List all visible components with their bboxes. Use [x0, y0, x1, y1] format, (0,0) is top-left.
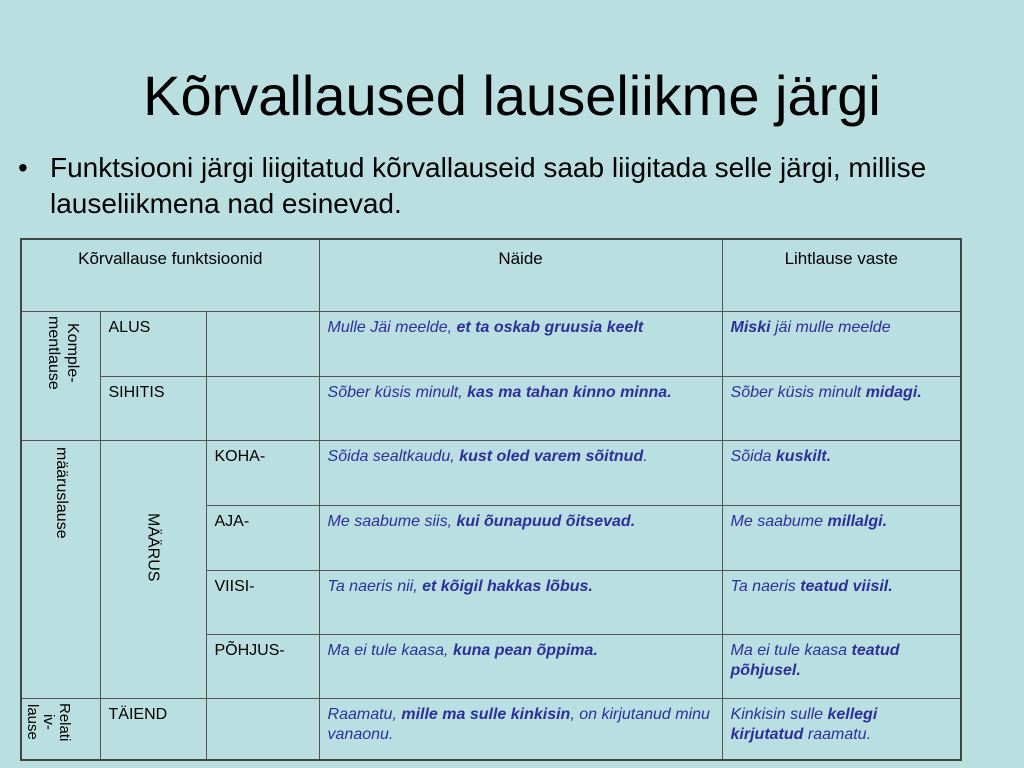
bullet-text: Funktsiooni järgi liigitatud kõrvallauseid saab liigitada selle järgi, millise lauseliikmena nad esinevad. [50, 152, 927, 219]
member-cell: SIHITIS [100, 376, 206, 440]
example-cell [319, 570, 722, 634]
member-cell: PÕHJUS- [206, 634, 319, 698]
bullet-point [18, 150, 978, 222]
member-cell: AJA- [206, 505, 319, 570]
table-row [21, 698, 961, 760]
highlighted-clause: kuskilt. [775, 447, 832, 465]
empty-cell [206, 311, 319, 376]
group-maaruslause [21, 440, 100, 698]
group-relatiivlause [21, 698, 100, 760]
member-cell: ALUS [100, 311, 206, 376]
equivalent-cell [722, 634, 961, 698]
sentence-text: jäi mulle meelde [770, 318, 891, 336]
highlighted-clause: kas ma tahan kinno minna. [467, 383, 672, 401]
group-relatiivlause-label: Relati iv- lause [24, 702, 73, 741]
sentence-text: Ma ei tule kaasa, [327, 641, 453, 659]
sentence-text: , on kirjutanud minu vanaonu. [327, 705, 710, 743]
table-row [21, 311, 961, 376]
example-cell [319, 440, 722, 505]
example-cell [319, 698, 722, 760]
example-cell [319, 634, 722, 698]
example-cell [319, 311, 722, 376]
group-maarus-label: MÄÄRUS [144, 512, 162, 581]
highlighted-clause: et kõigil hakkas lõbus. [422, 577, 593, 595]
highlighted-clause: et ta oskab gruusia keelt [456, 318, 644, 336]
sentence-text: Mulle Jäi meelde, [327, 318, 457, 336]
equivalent-cell [722, 440, 961, 505]
sentence-text: Sõber küsis minult, [327, 383, 468, 401]
sentence-text: Me saabume siis, [327, 512, 457, 530]
member-cell: KOHA- [206, 440, 319, 505]
empty-cell [206, 376, 319, 440]
group-komplementlause-label: Komple- mentlause [45, 315, 81, 390]
sentence-text: raamatu. [803, 725, 872, 743]
equivalent-cell [722, 698, 961, 760]
highlighted-clause: teatud põhjusel. [730, 641, 900, 679]
highlighted-clause: midagi. [865, 383, 922, 401]
sentence-text: Sõida sealtkaudu, [327, 447, 460, 465]
highlighted-clause: Miski [730, 318, 771, 336]
equivalent-cell [722, 376, 961, 440]
highlighted-clause: kust oled varem sõitnud [459, 447, 644, 465]
sentence-text: Raamatu, [327, 705, 402, 723]
sentence-text: Ta naeris [730, 577, 801, 595]
header-equivalent: Lihtlause vaste [722, 239, 961, 311]
example-cell [319, 505, 722, 570]
clause-table [20, 238, 962, 761]
highlighted-clause: kuna pean õppima. [452, 641, 598, 659]
group-maaruslause-label: määruslause [53, 446, 70, 539]
table-row [21, 376, 961, 440]
table-header-row [21, 239, 961, 311]
table-row [21, 440, 961, 505]
highlighted-clause: kellegi kirjutatud [730, 705, 878, 743]
group-komplementlause [21, 311, 100, 440]
slide-title: Kõrvallaused lauseliikme järgi [143, 64, 881, 127]
header-example: Näide [319, 239, 722, 311]
sentence-text: Ta naeris nii, [327, 577, 423, 595]
highlighted-clause: kui õunapuud õitsevad. [456, 512, 636, 530]
sentence-text: . [643, 447, 648, 465]
member-cell: TÄIEND [100, 698, 206, 760]
sentence-text: Sõida [730, 447, 776, 465]
equivalent-cell [722, 570, 961, 634]
equivalent-cell [722, 311, 961, 376]
empty-cell [206, 698, 319, 760]
header-functions: Kõrvallause funktsioonid [21, 239, 319, 311]
equivalent-cell [722, 505, 961, 570]
highlighted-clause: teatud viisil. [800, 577, 893, 595]
highlighted-clause: millalgi. [827, 512, 888, 530]
sentence-text: Kinkisin sulle [730, 705, 828, 723]
sentence-text: Ma ei tule kaasa [730, 641, 852, 659]
member-cell: VIISI- [206, 570, 319, 634]
highlighted-clause: mille ma sulle kinkisin [401, 705, 571, 723]
example-cell [319, 376, 722, 440]
bullet-dot: • [18, 152, 28, 183]
sentence-text: Me saabume [730, 512, 828, 530]
sentence-text: Sõber küsis minult [730, 383, 866, 401]
group-maarus [100, 440, 206, 698]
